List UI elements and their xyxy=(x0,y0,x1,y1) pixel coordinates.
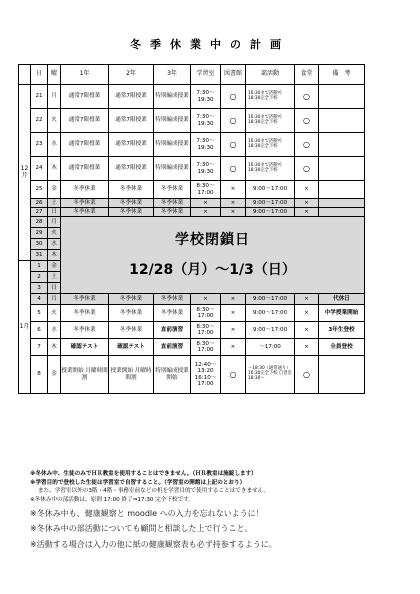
note-line: また、学習室以外の3階・4階・事務室前などの机を学習目的で使用することはできません。 xyxy=(38,488,270,495)
notes-section xyxy=(30,470,405,552)
closure-range: 12/28（月）～1/3（日） xyxy=(129,262,296,278)
club-cell: 9:00～17:00 xyxy=(246,322,295,339)
day-cell: 6 xyxy=(31,322,48,339)
cafeteria-cell: × xyxy=(295,294,319,305)
weekday-cell: 月 xyxy=(48,294,61,305)
note-cell xyxy=(319,181,365,199)
page-title: 冬季休業中の計画 xyxy=(130,38,290,51)
weekday-cell: 木 xyxy=(48,250,61,261)
table-row xyxy=(19,356,365,394)
grade1-cell: 通常7限授業 xyxy=(61,85,109,109)
weekday-cell: 土 xyxy=(48,272,61,283)
day-cell: 4 xyxy=(31,294,48,305)
grade1-cell: 冬季休業 xyxy=(61,208,109,217)
note-cell: 代休日 xyxy=(319,294,365,305)
closure-title: 学校閉鎖日 xyxy=(175,231,250,248)
grade3-cell: 特別編成授業 xyxy=(154,85,191,109)
study-room-cell: × xyxy=(191,294,221,305)
header-cell: 食堂 xyxy=(295,65,319,85)
table-row xyxy=(19,157,365,181)
table-row xyxy=(19,133,365,157)
library-cell: ○ xyxy=(221,109,246,133)
study-room-cell: 8:30～17:00 xyxy=(191,305,221,322)
grade2-cell: 通常7限授業 xyxy=(109,109,154,133)
cafeteria-cell: × xyxy=(295,208,319,217)
note-line: ※冬休み中、生徒のみでＨＲ教室を使用することはできません。（ＨＲ教室は施錠します） xyxy=(30,471,257,477)
weekday-cell: 月 xyxy=(48,217,61,228)
study-room-cell: 7:30～19:30 xyxy=(191,133,221,157)
grade3-cell: 冬季休業 xyxy=(154,305,191,322)
table-row xyxy=(19,109,365,133)
grade2-cell: 授業開始 月曜時間割 xyxy=(109,356,154,394)
weekday-cell: 金 xyxy=(48,181,61,199)
weekday-cell: 月 xyxy=(48,85,61,109)
study-room-cell: 8:30～17:00 xyxy=(191,339,221,356)
day-cell: 8 xyxy=(31,356,48,394)
library-cell: ○ xyxy=(221,157,246,181)
study-room-cell: 8:30～17:00 xyxy=(191,181,221,199)
header-cell xyxy=(19,65,31,85)
table-row xyxy=(19,85,365,109)
header-cell: 1年 xyxy=(61,65,109,85)
day-cell: 21 xyxy=(31,85,48,109)
cafeteria-cell: × xyxy=(295,181,319,199)
note-cell xyxy=(319,133,365,157)
cafeteria-cell: ○ xyxy=(295,109,319,133)
day-cell: 28 xyxy=(31,217,48,228)
grade2-cell: 冬季休業 xyxy=(109,322,154,339)
club-cell: ～18:30（通常通り）16:30完全下校 自習室18:30～ xyxy=(246,356,295,394)
weekday-cell: 火 xyxy=(48,228,61,239)
cafeteria-cell: ○ xyxy=(295,133,319,157)
day-cell: 27 xyxy=(31,208,48,217)
table-row xyxy=(19,339,365,356)
club-cell: 16:30まで活動可 18:30完全下校 xyxy=(246,133,295,157)
school-closure-block xyxy=(61,217,365,294)
weekday-cell: 水 xyxy=(48,133,61,157)
month-label-january: 1月 xyxy=(19,261,31,394)
cafeteria-cell: × xyxy=(295,305,319,322)
study-room-cell: × xyxy=(191,208,221,217)
note-cell: 3年生登校 xyxy=(319,322,365,339)
grade1-cell: 冬季休業 xyxy=(61,305,109,322)
note-line: ※学習目的で登校した生徒は学習室で自習すること。（学習室の開館は上記のとおり） xyxy=(30,479,246,486)
day-cell: 22 xyxy=(31,109,48,133)
library-cell: × xyxy=(221,339,246,356)
weekday-cell: 水 xyxy=(48,322,61,339)
club-cell: 9:00～17:00 xyxy=(246,208,295,217)
grade3-cell: 特別編成授業 xyxy=(154,157,191,181)
grade2-cell: 冬季休業 xyxy=(109,181,154,199)
weekday-cell: 木 xyxy=(48,157,61,181)
grade2-cell: 通常7限授業 xyxy=(109,157,154,181)
grade2-cell: 冬季休業 xyxy=(109,199,154,208)
handwritten-note: ※冬休み中の部活動についても顧問と相談した上で行うこと。 xyxy=(30,524,253,534)
header-cell: 図書館 xyxy=(221,65,246,85)
library-cell: ○ xyxy=(221,85,246,109)
weekday-cell: 火 xyxy=(48,109,61,133)
grade1-cell: 授業開始 月曜時間割 xyxy=(61,356,109,394)
library-cell: × xyxy=(221,199,246,208)
day-cell: 2 xyxy=(31,272,48,283)
study-room-cell: 8:30～17:00 xyxy=(191,322,221,339)
grade2-cell: 冬季休業 xyxy=(109,294,154,305)
study-room-cell: 7:30～19:30 xyxy=(191,109,221,133)
grade3-cell: 特別編成授業 xyxy=(154,109,191,133)
header-cell: 曜 xyxy=(48,65,61,85)
cafeteria-cell: ○ xyxy=(295,157,319,181)
library-cell: × xyxy=(221,208,246,217)
grade3-cell: 冬季休業 xyxy=(154,294,191,305)
table-row xyxy=(19,322,365,339)
table-row xyxy=(19,294,365,305)
day-cell: 29 xyxy=(31,228,48,239)
header-cell: 3年 xyxy=(154,65,191,85)
study-room-cell: 7:30～19:30 xyxy=(191,85,221,109)
header-cell: 部活動 xyxy=(246,65,295,85)
note-cell xyxy=(319,157,365,181)
header-cell: 学習室 xyxy=(191,65,221,85)
note-cell xyxy=(319,208,365,217)
note-cell: 中学授業開始 xyxy=(319,305,365,322)
library-cell: × xyxy=(221,305,246,322)
note-cell xyxy=(319,199,365,208)
club-cell: 9:00～17:00 xyxy=(246,305,295,322)
day-cell: 24 xyxy=(31,157,48,181)
note-cell xyxy=(319,85,365,109)
grade1-cell: 通常7限授業 xyxy=(61,157,109,181)
header-cell: 2年 xyxy=(109,65,154,85)
day-cell: 1 xyxy=(31,261,48,272)
table-row xyxy=(19,208,365,217)
grade1-cell: 冬季休業 xyxy=(61,322,109,339)
grade1-cell: 通常7限授業 xyxy=(61,133,109,157)
day-cell: 3 xyxy=(31,283,48,294)
day-cell: 25 xyxy=(31,181,48,199)
weekday-cell: 火 xyxy=(48,305,61,322)
weekday-cell: 水 xyxy=(48,239,61,250)
note-cell: 全員登校 xyxy=(319,339,365,356)
grade2-cell: 通常7限授業 xyxy=(109,85,154,109)
club-cell: 9:00～17:00 xyxy=(246,294,295,305)
weekday-cell: 土 xyxy=(48,199,61,208)
note-cell xyxy=(319,109,365,133)
club-cell: 9:00～17:00 xyxy=(246,199,295,208)
cafeteria-cell: ○ xyxy=(295,85,319,109)
library-cell: ○ xyxy=(221,356,246,394)
weekday-cell: 金 xyxy=(48,261,61,272)
weekday-cell: 日 xyxy=(48,208,61,217)
weekday-cell: 金 xyxy=(48,356,61,394)
day-cell: 5 xyxy=(31,305,48,322)
day-cell: 31 xyxy=(31,250,48,261)
study-room-cell: 7:30～19:30 xyxy=(191,157,221,181)
header-row xyxy=(19,65,365,85)
study-room-cell: × xyxy=(191,199,221,208)
grade1-cell: 冬季休業 xyxy=(61,181,109,199)
table-row xyxy=(19,181,365,199)
grade2-cell: 冬季休業 xyxy=(109,305,154,322)
library-cell: × xyxy=(221,322,246,339)
month-label-december: 12月 xyxy=(19,85,31,261)
cafeteria-cell: × xyxy=(295,322,319,339)
grade3-cell: 冬季休業 xyxy=(154,181,191,199)
schedule-table xyxy=(18,64,365,394)
grade3-cell: 冬季休業 xyxy=(154,208,191,217)
header-cell: 日 xyxy=(31,65,48,85)
cafeteria-cell: × xyxy=(295,199,319,208)
club-cell: 16:30まで活動可 18:30完全下校 xyxy=(246,157,295,181)
study-room-cell: 12:40～13:20 16:10～17:00 xyxy=(191,356,221,394)
club-cell: 16:30まで活動可 18:30完全下校 xyxy=(246,85,295,109)
day-cell: 26 xyxy=(31,199,48,208)
grade3-cell: 直前演習 xyxy=(154,322,191,339)
table-row xyxy=(19,217,365,228)
header-cell: 備 考 xyxy=(319,65,365,85)
weekday-cell: 日 xyxy=(48,283,61,294)
library-cell: × xyxy=(221,181,246,199)
table-row xyxy=(19,305,365,322)
grade3-cell: 冬季休業 xyxy=(154,199,191,208)
library-cell: ○ xyxy=(221,133,246,157)
note-cell xyxy=(319,356,365,394)
day-cell: 7 xyxy=(31,339,48,356)
library-cell: × xyxy=(221,294,246,305)
grade1-cell: 通常7限授業 xyxy=(61,109,109,133)
grade2-cell: 冬季休業 xyxy=(109,208,154,217)
table-row xyxy=(19,199,365,208)
handwritten-note: ※活動する場合は入力の他に紙の健康観察表も必ず持参するように。 xyxy=(30,540,277,550)
club-cell: 9:00～17:00 xyxy=(246,181,295,199)
club-cell: ～17:00 xyxy=(246,339,295,356)
grade1-cell: 確認テスト xyxy=(61,339,109,356)
weekday-cell: 木 xyxy=(48,339,61,356)
cafeteria-cell: ○ xyxy=(295,356,319,394)
handwritten-note: ※冬休み中も、健康観察と moodle への入力を忘れないように！ xyxy=(30,508,264,518)
note-line: ※冬休み中の部活動は、原則 17:00 終了⇒17:30 完全下校です。 xyxy=(30,496,194,503)
grade3-cell: 特別編成授業開始 xyxy=(154,356,191,394)
club-cell: 16:30まで活動可 18:30完全下校 xyxy=(246,109,295,133)
grade1-cell: 冬季休業 xyxy=(61,294,109,305)
grade3-cell: 直前演習 xyxy=(154,339,191,356)
cafeteria-cell: × xyxy=(295,339,319,356)
grade2-cell: 確認テスト xyxy=(109,339,154,356)
grade3-cell: 特別編成授業 xyxy=(154,133,191,157)
day-cell: 30 xyxy=(31,239,48,250)
day-cell: 23 xyxy=(31,133,48,157)
grade1-cell: 冬季休業 xyxy=(61,199,109,208)
grade2-cell: 通常7限授業 xyxy=(109,133,154,157)
